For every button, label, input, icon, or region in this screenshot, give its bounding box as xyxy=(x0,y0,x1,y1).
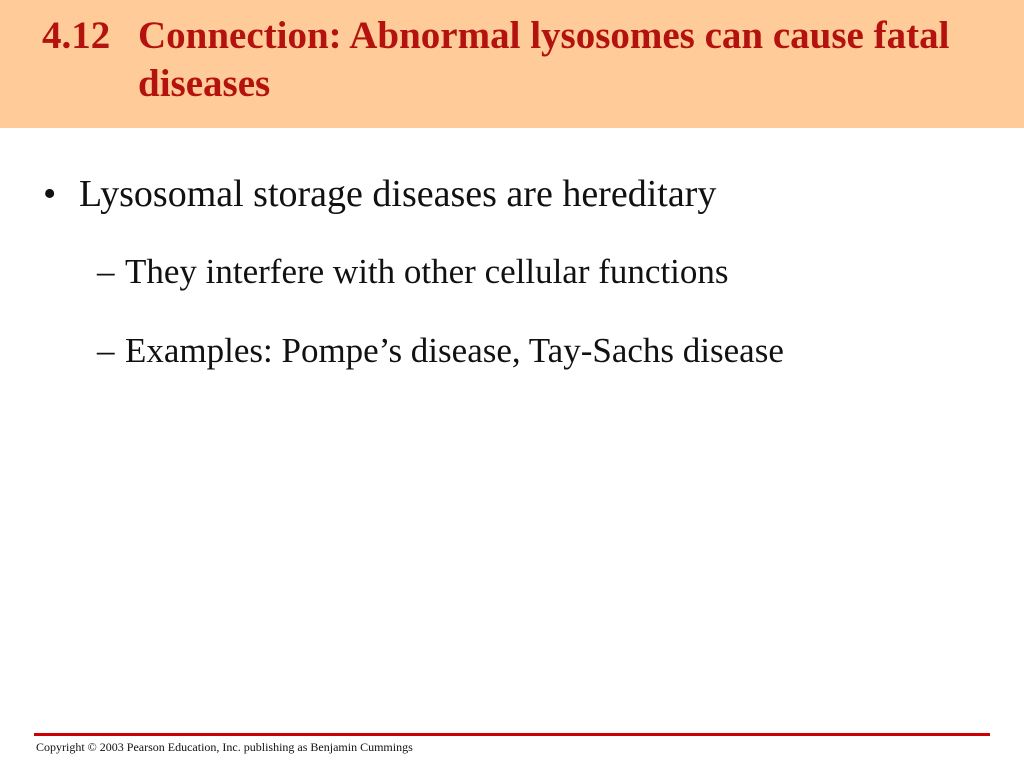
sub-bullet-item xyxy=(97,327,1003,375)
sub-bullet-item xyxy=(97,248,1003,296)
bullet-marker: • xyxy=(43,173,57,215)
bullet-item xyxy=(43,168,1003,220)
footer-divider xyxy=(34,733,990,736)
sub-bullet-text: Examples: Pompe’s disease, Tay-Sachs disease xyxy=(125,331,784,370)
title-text: Connection: Abnormal lysosomes can cause fatal diseases xyxy=(138,14,950,105)
title-section-number: 4.12 xyxy=(42,14,111,57)
sub-bullet-marker: – xyxy=(97,331,115,370)
sub-bullet-marker: – xyxy=(97,252,115,291)
sub-bullet-text: They interfere with other cellular functions xyxy=(125,252,729,291)
copyright-notice: Copyright © 2003 Pearson Education, Inc. publishing as Benjamin Cummings xyxy=(36,740,413,754)
bullet-list xyxy=(43,168,1003,406)
bullet-text: Lysosomal storage diseases are hereditary xyxy=(79,173,717,215)
slide-title xyxy=(42,12,968,108)
